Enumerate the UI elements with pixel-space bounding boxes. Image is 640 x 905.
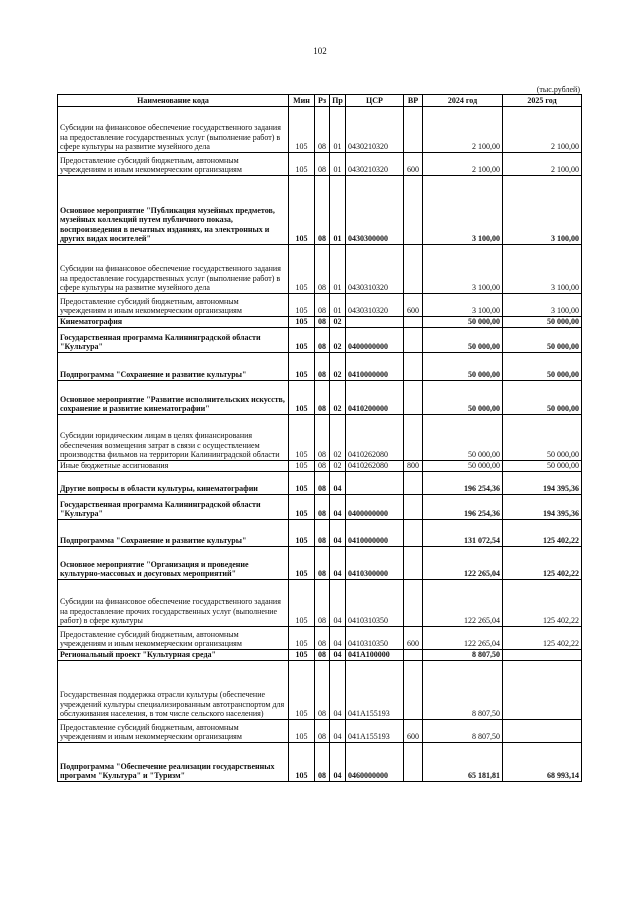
row-pr: 02 — [330, 461, 346, 472]
row-csr: 041A155193 — [346, 720, 404, 743]
row-vr — [404, 353, 423, 381]
table-row — [58, 547, 582, 580]
row-pr: 04 — [330, 720, 346, 743]
row-name: Предоставление субсидий бюджетным, автономным учреждениям и иным некоммерческим организациям — [58, 720, 289, 743]
row-pr: 02 — [330, 317, 346, 328]
row-2025: 125 402,22 — [503, 627, 582, 650]
row-csr: 0430210320 — [346, 107, 404, 153]
row-name: Предоставление субсидий бюджетным, автономным учреждениям и иным некоммерческим организациям — [58, 627, 289, 650]
table-row — [58, 461, 582, 472]
header-name: Наименование кода — [58, 95, 289, 107]
row-rz: 08 — [315, 415, 330, 461]
row-2025 — [503, 650, 582, 661]
header-vr: ВР — [404, 95, 423, 107]
row-pr: 02 — [330, 415, 346, 461]
row-rz: 08 — [315, 294, 330, 317]
row-rz: 08 — [315, 650, 330, 661]
row-2024: 2 100,00 — [423, 107, 503, 153]
row-name: Субсидии юридическим лицам в целях финансирования обеспечения возмещения затрат в связи с осуществлением производства фильмов на территории Калининградской области — [58, 415, 289, 461]
row-2025: 68 993,14 — [503, 743, 582, 782]
row-name: Кинематография — [58, 317, 289, 328]
table-row — [58, 107, 582, 153]
row-csr: 0410262080 — [346, 461, 404, 472]
header-min: Мин — [289, 95, 315, 107]
table-row — [58, 580, 582, 627]
row-2024: 122 265,04 — [423, 627, 503, 650]
row-2025: 194 395,36 — [503, 472, 582, 495]
row-csr: 0410200000 — [346, 381, 404, 415]
table-header-row — [58, 95, 582, 107]
table-row — [58, 743, 582, 782]
row-2024: 131 072,54 — [423, 520, 503, 547]
row-2025: 2 100,00 — [503, 153, 582, 176]
row-pr: 04 — [330, 547, 346, 580]
row-min: 105 — [289, 317, 315, 328]
row-name: Региональный проект "Культурная среда" — [58, 650, 289, 661]
row-csr — [346, 472, 404, 495]
row-2024: 65 181,81 — [423, 743, 503, 782]
row-rz: 08 — [315, 176, 330, 245]
row-csr: 041A100000 — [346, 650, 404, 661]
row-rz: 08 — [315, 580, 330, 627]
table-row — [58, 472, 582, 495]
row-pr: 01 — [330, 153, 346, 176]
row-2025: 50 000,00 — [503, 461, 582, 472]
row-pr: 04 — [330, 495, 346, 520]
row-2024: 122 265,04 — [423, 547, 503, 580]
row-csr: 0410310350 — [346, 580, 404, 627]
row-min: 105 — [289, 472, 315, 495]
table-row — [58, 381, 582, 415]
budget-table — [57, 94, 582, 782]
row-2024: 50 000,00 — [423, 328, 503, 353]
row-2025: 194 395,36 — [503, 495, 582, 520]
row-pr: 04 — [330, 650, 346, 661]
row-csr: 0410262080 — [346, 415, 404, 461]
row-name: Другие вопросы в области культуры, кинематографии — [58, 472, 289, 495]
row-2024: 196 254,36 — [423, 472, 503, 495]
row-pr: 01 — [330, 176, 346, 245]
row-csr: 0410310350 — [346, 627, 404, 650]
table-row — [58, 495, 582, 520]
row-min: 105 — [289, 580, 315, 627]
table-row — [58, 720, 582, 743]
row-rz: 08 — [315, 627, 330, 650]
row-2025: 125 402,22 — [503, 520, 582, 547]
row-name: Основное мероприятие "Публикация музейных предметов, музейных коллекций путем публичного показа, воспроизведения в печатных изданиях, на электронных и других видах носителей" — [58, 176, 289, 245]
row-min: 105 — [289, 520, 315, 547]
row-2025: 3 100,00 — [503, 245, 582, 294]
row-csr: 0400000000 — [346, 328, 404, 353]
row-rz: 08 — [315, 520, 330, 547]
row-min: 105 — [289, 650, 315, 661]
row-2024: 122 265,04 — [423, 580, 503, 627]
row-rz: 08 — [315, 472, 330, 495]
row-2025: 50 000,00 — [503, 353, 582, 381]
row-pr: 04 — [330, 627, 346, 650]
row-pr: 01 — [330, 294, 346, 317]
table-row — [58, 294, 582, 317]
row-rz: 08 — [315, 661, 330, 720]
row-2024: 8 807,50 — [423, 661, 503, 720]
row-name: Подпрограмма "Сохранение и развитие культуры" — [58, 520, 289, 547]
row-2025: 3 100,00 — [503, 176, 582, 245]
row-2025 — [503, 661, 582, 720]
row-2024: 8 807,50 — [423, 720, 503, 743]
row-min: 105 — [289, 495, 315, 520]
row-rz: 08 — [315, 317, 330, 328]
row-csr: 0430300000 — [346, 176, 404, 245]
row-name: Подпрограмма "Обеспечение реализации государственных программ "Культура" и "Туризм" — [58, 743, 289, 782]
row-name: Государственная программа Калининградской области "Культура" — [58, 328, 289, 353]
row-pr: 02 — [330, 353, 346, 381]
row-rz: 08 — [315, 153, 330, 176]
row-rz: 08 — [315, 328, 330, 353]
row-2025: 2 100,00 — [503, 107, 582, 153]
row-csr: 0430210320 — [346, 153, 404, 176]
table-row — [58, 353, 582, 381]
header-2025: 2025 год — [503, 95, 582, 107]
row-vr — [404, 245, 423, 294]
page-number: 102 — [313, 46, 327, 56]
row-min: 105 — [289, 245, 315, 294]
table-row — [58, 328, 582, 353]
table-row — [58, 245, 582, 294]
row-2024: 2 100,00 — [423, 153, 503, 176]
row-vr: 600 — [404, 627, 423, 650]
table-row — [58, 520, 582, 547]
row-2024: 50 000,00 — [423, 461, 503, 472]
row-2024: 3 100,00 — [423, 294, 503, 317]
row-pr: 01 — [330, 107, 346, 153]
row-2024: 3 100,00 — [423, 176, 503, 245]
header-rz: Рз — [315, 95, 330, 107]
row-min: 105 — [289, 328, 315, 353]
row-2024: 50 000,00 — [423, 381, 503, 415]
row-min: 105 — [289, 547, 315, 580]
header-pr: Пр — [330, 95, 346, 107]
row-csr: 0400000000 — [346, 495, 404, 520]
row-name: Иные бюджетные ассигнования — [58, 461, 289, 472]
row-pr: 04 — [330, 472, 346, 495]
row-vr — [404, 328, 423, 353]
row-csr: 0410300000 — [346, 547, 404, 580]
row-vr — [404, 495, 423, 520]
row-vr — [404, 472, 423, 495]
row-rz: 08 — [315, 461, 330, 472]
row-vr — [404, 317, 423, 328]
row-2025: 125 402,22 — [503, 547, 582, 580]
row-rz: 08 — [315, 743, 330, 782]
table-row — [58, 317, 582, 328]
row-name: Субсидии на финансовое обеспечение государственного задания на предоставление государственных услуг (выполнение работ) в сфере культуры на развитие музейного дела — [58, 245, 289, 294]
row-2024: 196 254,36 — [423, 495, 503, 520]
row-vr — [404, 650, 423, 661]
row-rz: 08 — [315, 245, 330, 294]
table-row — [58, 627, 582, 650]
row-vr: 600 — [404, 153, 423, 176]
row-rz: 08 — [315, 353, 330, 381]
table-row — [58, 153, 582, 176]
row-csr: 041A155193 — [346, 661, 404, 720]
row-min: 105 — [289, 153, 315, 176]
row-min: 105 — [289, 381, 315, 415]
row-name: Основное мероприятие "Развитие исполнительских искусств, сохранение и развитие кинематографии" — [58, 381, 289, 415]
row-2025: 3 100,00 — [503, 294, 582, 317]
row-vr — [404, 547, 423, 580]
row-2025: 50 000,00 — [503, 415, 582, 461]
row-2025: 50 000,00 — [503, 381, 582, 415]
row-vr — [404, 107, 423, 153]
row-min: 105 — [289, 107, 315, 153]
row-csr: 0430310320 — [346, 245, 404, 294]
row-2025: 125 402,22 — [503, 580, 582, 627]
row-name: Основное мероприятие "Организация и проведение культурно-массовых и досуговых мероприятий" — [58, 547, 289, 580]
row-2024: 3 100,00 — [423, 245, 503, 294]
row-csr — [346, 317, 404, 328]
row-min: 105 — [289, 627, 315, 650]
row-2025 — [503, 720, 582, 743]
table-row — [58, 661, 582, 720]
row-vr: 600 — [404, 720, 423, 743]
row-min: 105 — [289, 743, 315, 782]
units-label: (тыс.рублей) — [536, 85, 580, 94]
row-pr: 04 — [330, 743, 346, 782]
row-csr: 0410000000 — [346, 520, 404, 547]
table-body — [58, 107, 582, 782]
row-rz: 08 — [315, 720, 330, 743]
row-vr — [404, 743, 423, 782]
row-vr — [404, 520, 423, 547]
row-2024: 50 000,00 — [423, 353, 503, 381]
row-vr — [404, 661, 423, 720]
row-min: 105 — [289, 720, 315, 743]
table-row — [58, 415, 582, 461]
row-2024: 50 000,00 — [423, 317, 503, 328]
row-name: Государственная поддержка отрасли культуры (обеспечение учреждений культуры специализированным автотранспортом для обслуживания населения, в том числе сельского населения) — [58, 661, 289, 720]
row-rz: 08 — [315, 495, 330, 520]
row-name: Государственная программа Калининградской области "Культура" — [58, 495, 289, 520]
row-pr: 04 — [330, 520, 346, 547]
row-vr: 800 — [404, 461, 423, 472]
row-min: 105 — [289, 661, 315, 720]
row-csr: 0460000000 — [346, 743, 404, 782]
row-vr — [404, 415, 423, 461]
header-csr: ЦСР — [346, 95, 404, 107]
row-pr: 04 — [330, 580, 346, 627]
row-min: 105 — [289, 415, 315, 461]
table-row — [58, 176, 582, 245]
row-name: Подпрограмма "Сохранение и развитие культуры" — [58, 353, 289, 381]
table-row — [58, 650, 582, 661]
row-min: 105 — [289, 461, 315, 472]
row-2024: 8 807,50 — [423, 650, 503, 661]
row-vr: 600 — [404, 294, 423, 317]
row-2025: 50 000,00 — [503, 328, 582, 353]
row-rz: 08 — [315, 547, 330, 580]
row-name: Субсидии на финансовое обеспечение государственного задания на предоставление прочих государственных услуг (выполнение работ) в сфере культуры — [58, 580, 289, 627]
row-rz: 08 — [315, 107, 330, 153]
row-pr: 02 — [330, 328, 346, 353]
header-2024: 2024 год — [423, 95, 503, 107]
row-name: Предоставление субсидий бюджетным, автономным учреждениям и иным некоммерческим организациям — [58, 153, 289, 176]
row-vr — [404, 580, 423, 627]
row-pr: 04 — [330, 661, 346, 720]
row-name: Субсидии на финансовое обеспечение государственного задания на предоставление государственных услуг (выполнение работ) в сфере культуры на развитие музейного дела — [58, 107, 289, 153]
row-min: 105 — [289, 294, 315, 317]
row-vr — [404, 176, 423, 245]
row-csr: 0410000000 — [346, 353, 404, 381]
row-2025: 50 000,00 — [503, 317, 582, 328]
row-rz: 08 — [315, 381, 330, 415]
row-csr: 0430310320 — [346, 294, 404, 317]
row-name: Предоставление субсидий бюджетным, автономным учреждениям и иным некоммерческим организациям — [58, 294, 289, 317]
row-vr — [404, 381, 423, 415]
row-pr: 01 — [330, 245, 346, 294]
row-min: 105 — [289, 176, 315, 245]
row-min: 105 — [289, 353, 315, 381]
row-pr: 02 — [330, 381, 346, 415]
row-2024: 50 000,00 — [423, 415, 503, 461]
